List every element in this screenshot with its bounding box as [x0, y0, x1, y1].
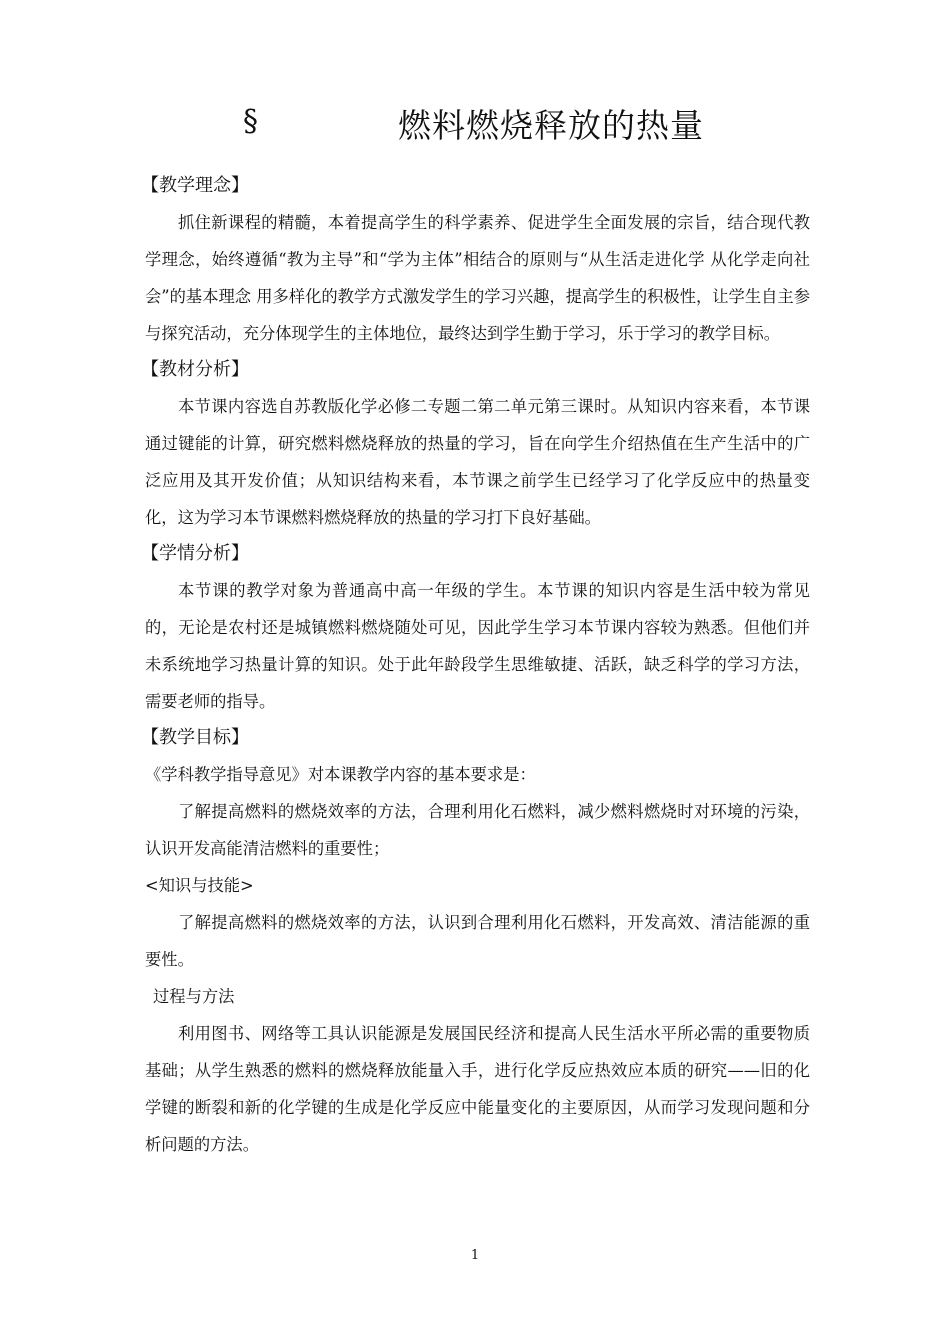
paragraph-teaching-philosophy: 抓住新课程的精髓，本着提高学生的科学素养、促进学生全面发展的宗旨，结合现代教学理念，始终遵循“教为主导”和“学为主体”相结合的原则与“从生活走进化学 从化学走向社会”的基本理念 用多样化的教学方式激发学生的学习兴趣，提高学生的积极性，让学生自主参与探究活动，充分体现学生的主体地位，最终达到学生勤于学习，乐于学习的教学目标。 [145, 213, 810, 343]
document-title [0, 100, 950, 150]
paragraph-guide-requirements: 了解提高燃料的燃烧效率的方法，合理利用化石燃料，减少燃料燃烧时对环境的污染，认识开发高能清洁燃料的重要性； [145, 802, 810, 858]
document-body [141, 168, 810, 1163]
paragraph-knowledge-skills: 了解提高燃料的燃烧效率的方法，认识到合理利用化石燃料，开发高效、清洁能源的重要性。 [145, 913, 810, 969]
guide-line: 《学科教学指导意见》对本课教学内容的基本要求是： [145, 765, 536, 784]
knowledge-skills-label: <知识与技能> [145, 876, 254, 895]
title-text: 燃料燃烧释放的热量 [398, 106, 704, 145]
section-heading-teaching-goals: 【教学目标】 [141, 727, 249, 748]
section-heading-material-analysis: 【教材分析】 [141, 359, 249, 380]
paragraph-student-analysis: 本节课的教学对象为普通高中高一年级的学生。本节课的知识内容是生活中较为常见的，无论是农村还是城镇燃料燃烧随处可见，因此学生学习本节课内容较为熟悉。但他们并未系统地学习热量计算的知识。处于此年龄段学生思维敏捷、活跃，缺乏科学的学习方法，需要老师的指导。 [145, 581, 810, 711]
process-method-label: 过程与方法 [153, 987, 235, 1006]
paragraph-material-analysis: 本节课内容选自苏教版化学必修二专题二第二单元第三课时。从知识内容来看，本节课通过键能的计算，研究燃料燃烧释放的热量的学习，旨在向学生介绍热值在生产生活中的广泛应用及其开发价值；从知识结构来看，本节课之前学生已经学习了化学反应中的热量变化，这为学习本节课燃料燃烧释放的热量的学习打下良好基础。 [145, 397, 810, 527]
page-number: 1 [470, 1248, 480, 1263]
section-heading-student-analysis: 【学情分析】 [141, 543, 249, 564]
paragraph-process-method: 利用图书、网络等工具认识能源是发展国民经济和提高人民生活水平所必需的重要物质基础；从学生熟悉的燃料的燃烧释放能量入手，进行化学反应热效应本质的研究——旧的化学键的断裂和新的化学键的生成是化学反应中能量变化的主要原因，从而学习发现问题和分析问题的方法。 [145, 1024, 810, 1154]
section-symbol: § [243, 104, 258, 139]
section-heading-teaching-philosophy: 【教学理念】 [141, 175, 249, 196]
